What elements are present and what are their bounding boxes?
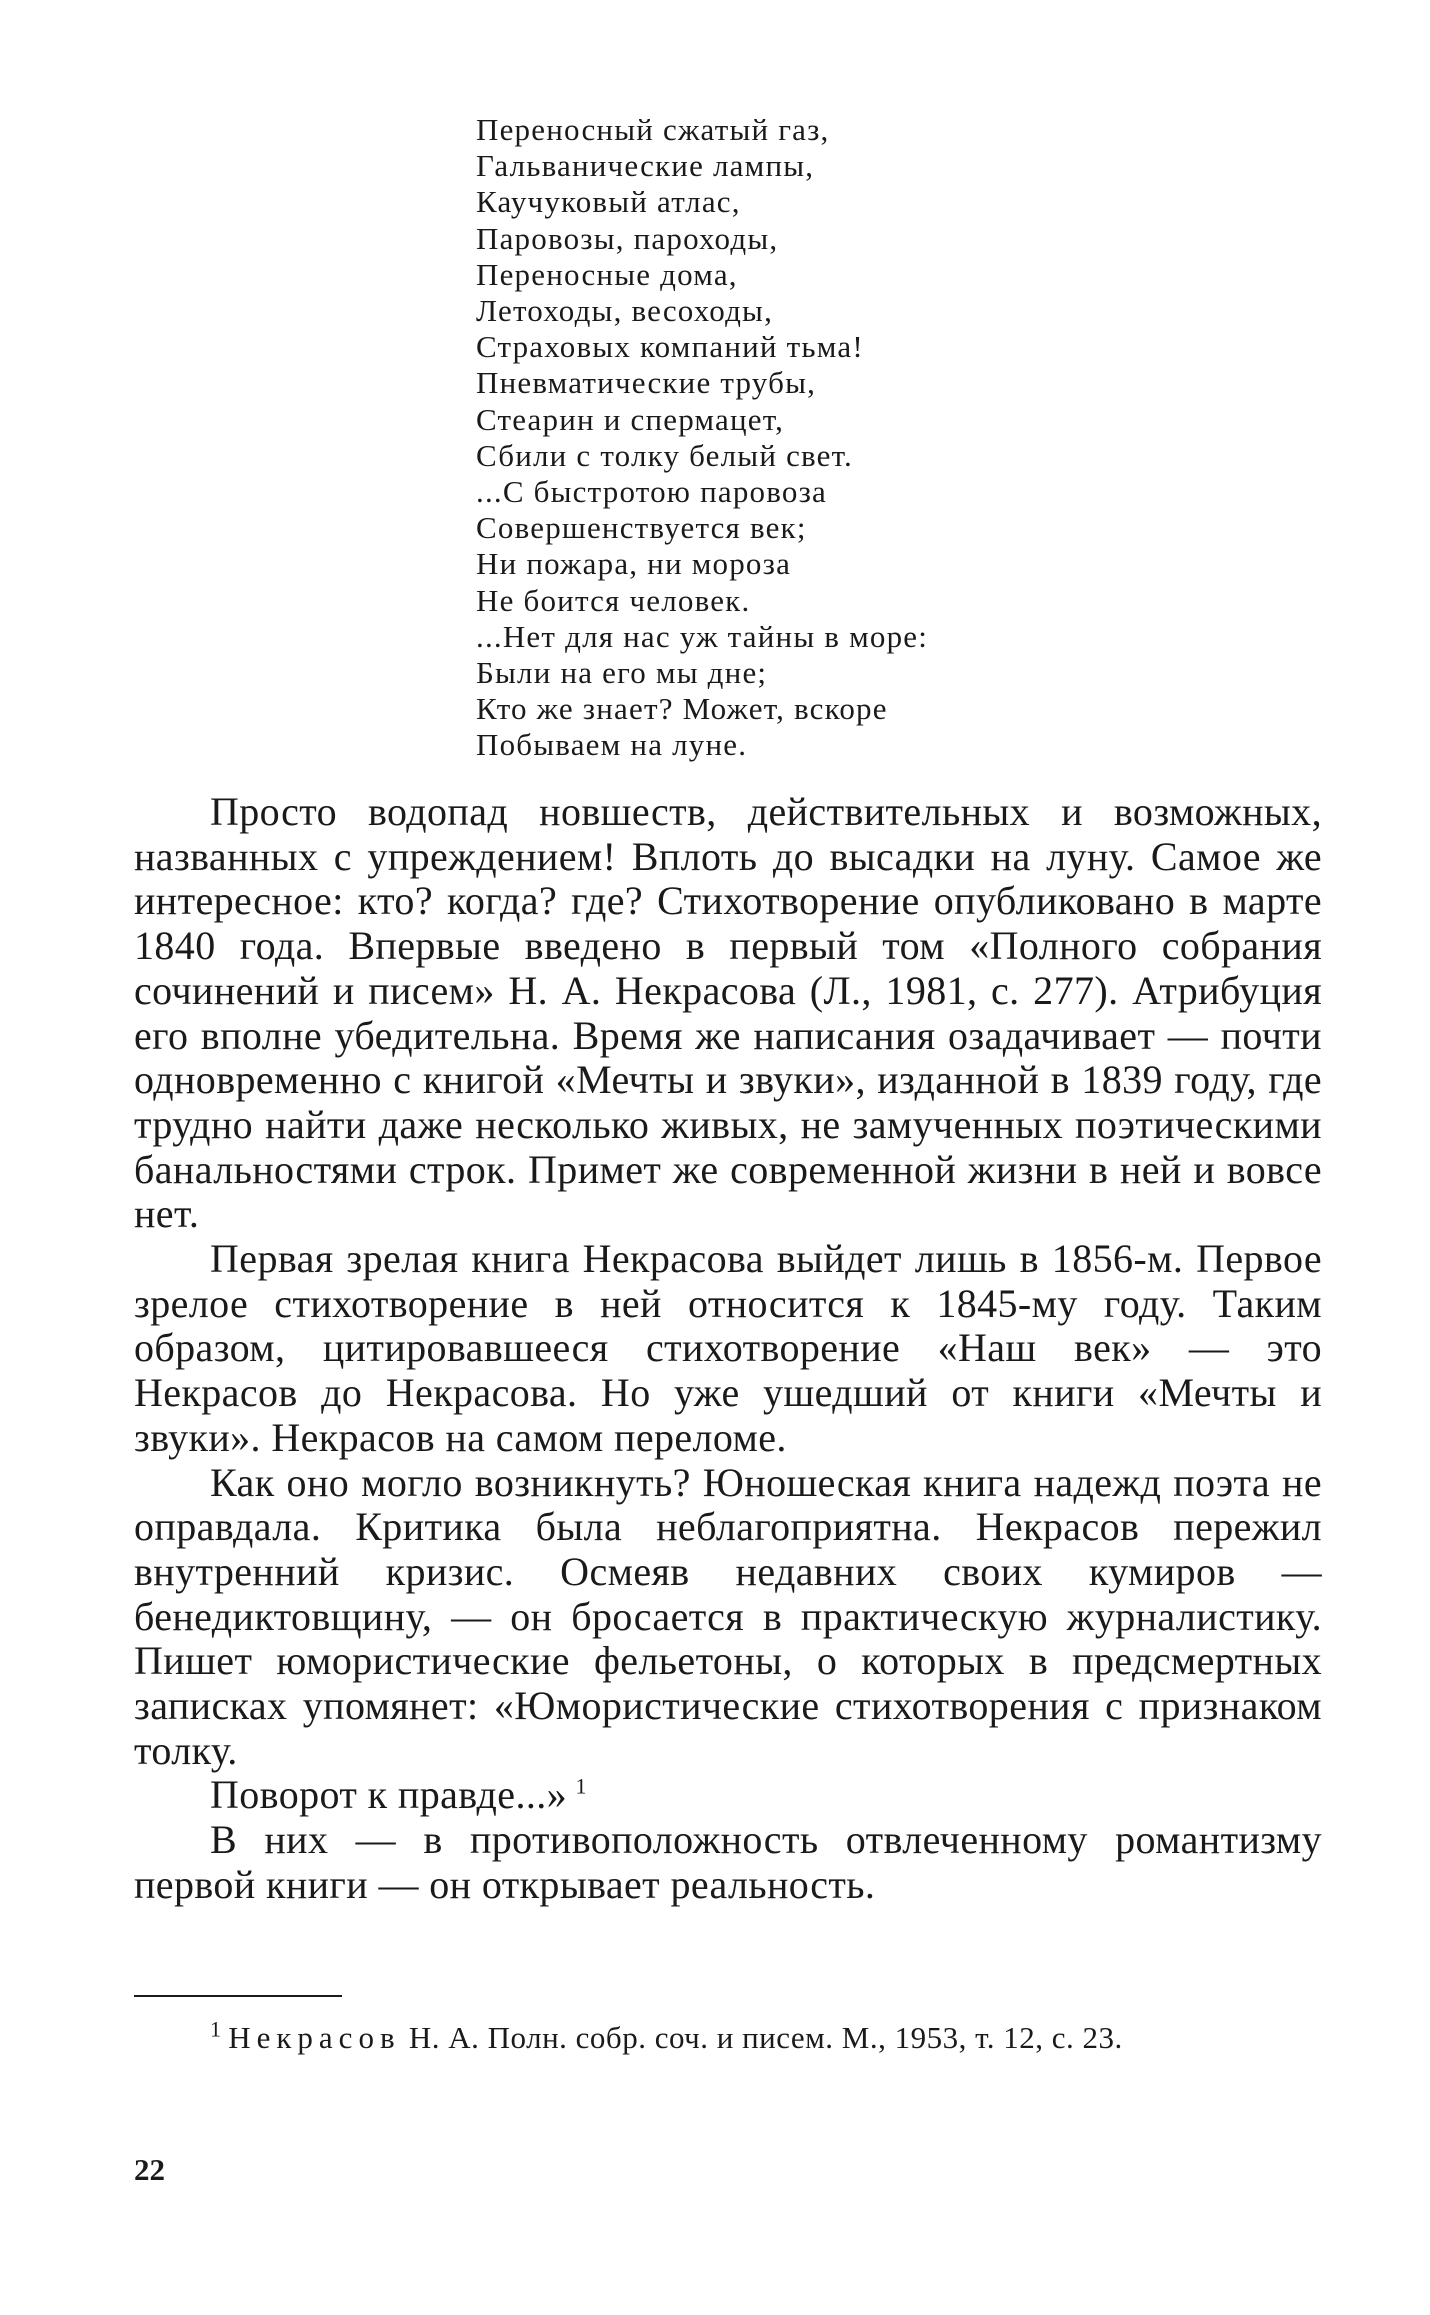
footnote-divider — [134, 1995, 342, 1997]
prose-block — [134, 790, 1322, 1908]
poem-line: Сбили с толку белый свет. — [476, 437, 854, 473]
paragraph: Просто водопад новшеств, действительных и возможных, названных с упреждением! Вплоть до высадки на луну. Самое же интересное: кто? когда? где? Стихотворение опубликовано в марте 1840 года. Впервые введено в первый том «Полного собрания сочинений и писем» Н. А. Некрасова (Л., 1981, с. 277). Атрибуция его вполне убедительна. Время же написания озадачивает — почти одновременно с книгой «Мечты и звуки», изданной в 1839 году, где трудно найти даже несколько живых, не замученных поэтическими банальностями строк. Примет же современной жизни в ней и вовсе нет. — [134, 789, 1322, 1237]
poem-line: Переносный сжатый газ, — [476, 112, 830, 147]
poem-line: ...Нет для нас уж тайны в море: — [476, 618, 929, 654]
poem-block — [476, 112, 1276, 764]
paragraph: Как оно могло возникнуть? Юношеская книга надежд поэта не оправдала. Критика была неблагоприятна. Некрасов пережил внутренний кризис. Осмеяв недавних своих кумиров — бенедиктовщину, — он бросается в практическую журналистику. Пишет юмористические фельетоны, о которых в предсмертных записках упомянет: «Юмористические стихотворения с признаком толку. — [134, 1459, 1322, 1773]
footnote-text: Н. А. Полн. собр. соч. и писем. М., 1953, т. 12, с. 23. — [400, 2020, 1123, 2055]
paragraph: Первая зрелая книга Некрасова выйдет лишь в 1856-м. Первое зрелое стихотворение в ней относится к 1845-му году. Таким образом, цитировавшееся стихотворение «Наш век» — это Некрасов до Некрасова. Но уже ушедший от книги «Мечты и звуки». Некрасов на самом переломе. — [134, 1236, 1322, 1460]
poem-line: Кто же знает? Может, вскоре — [476, 691, 888, 727]
poem-line: Каучуковый атлас, — [476, 184, 741, 220]
poem-line: Пневматические трубы, — [476, 365, 817, 401]
poem-line: Летоходы, весоходы, — [476, 293, 774, 329]
poem-line: Паровозы, пароходы, — [476, 220, 779, 256]
paragraph-text: Поворот к правде...» — [210, 1772, 568, 1818]
poem-line: Гальванические лампы, — [476, 148, 815, 184]
paragraph: В них — в противоположность отвлеченному романтизму первой книги — он открывает реальность. — [134, 1817, 1322, 1907]
poem-line: Переносные дома, — [476, 256, 738, 292]
poem-line: Были на его мы дне; — [476, 655, 768, 691]
poem-line: Стеарин и спермацет, — [476, 401, 785, 437]
footnote-reference: 1 — [575, 1774, 587, 1800]
poem-line: Страховых компаний тьма! — [476, 329, 864, 365]
poem-line: Совершенствуется век; — [476, 510, 807, 546]
footnote-author: Некрасов — [228, 2020, 401, 2055]
footnote — [134, 2018, 1322, 2058]
poem-line: ...С быстротою паровоза — [476, 474, 827, 510]
poem-line: Ни пожара, ни мороза — [476, 546, 792, 582]
page-number: 22 — [134, 2152, 165, 2187]
footnote-marker: 1 — [210, 2016, 222, 2042]
poem-line: Побываем на луне. — [476, 727, 748, 763]
poem-line: Не боится человек. — [476, 582, 751, 618]
paragraph — [134, 1773, 1322, 1818]
